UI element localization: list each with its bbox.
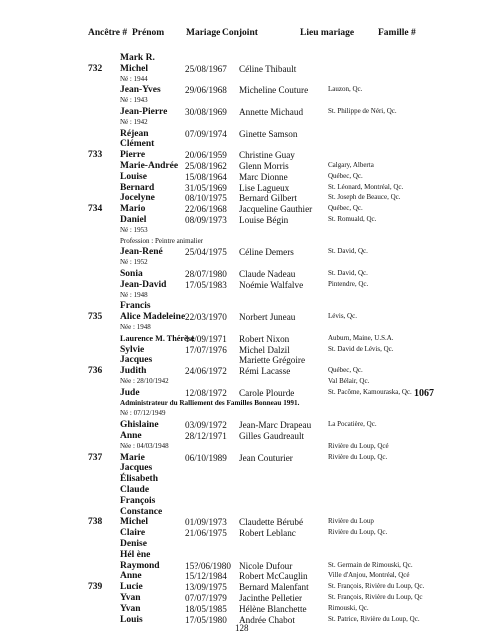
spouse-name: Carole Plourde bbox=[239, 387, 295, 398]
marriage-date: 25/08/1967 bbox=[185, 63, 227, 74]
marriage-date: 17/07/1976 bbox=[185, 344, 227, 355]
ancestor-number: 737 bbox=[88, 452, 103, 463]
spouse-name: Claudette Bérubé bbox=[239, 517, 304, 528]
marriage-date: 30/08/1969 bbox=[185, 107, 227, 117]
first-name: Raymond bbox=[120, 560, 160, 571]
first-name: Sonia bbox=[120, 269, 143, 279]
entry-note: Profession : Peintre animalier bbox=[120, 236, 204, 245]
first-name: Mark R. bbox=[120, 53, 155, 63]
marriage-place: St. David, Qc. bbox=[328, 269, 368, 277]
marriage-place: St. Léonard, Montréal, Qc. bbox=[328, 182, 404, 191]
header-marriage-date: Mariage bbox=[186, 28, 221, 38]
spouse-name: Ginette Samson bbox=[239, 128, 298, 139]
spouse-name: Céline Demers bbox=[239, 247, 294, 258]
marriage-date: 08/10/1975 bbox=[185, 193, 227, 204]
header-family-number: Famille # bbox=[378, 28, 416, 38]
marriage-date: 28/12/1971 bbox=[185, 431, 227, 441]
first-name: Jacques bbox=[120, 355, 153, 366]
first-name: Louise bbox=[120, 171, 147, 182]
first-name: Sylvie bbox=[120, 344, 145, 355]
marriage-date: 15/12/1984 bbox=[185, 571, 227, 582]
first-name: Ghislaine bbox=[120, 420, 159, 431]
marriage-date: 03/09/1972 bbox=[185, 420, 227, 431]
marriage-place: St. David, Qc. bbox=[328, 247, 368, 256]
spouse-name: Glenn Morris bbox=[239, 161, 289, 171]
marriage-place: Calgary, Alberta bbox=[328, 161, 374, 169]
spouse-name: Annette Michaud bbox=[239, 107, 304, 117]
entry-note: Née : 1948 bbox=[120, 323, 151, 331]
entry-note: Né : 1948 bbox=[120, 290, 148, 299]
marriage-date: 14/09/1971 bbox=[185, 333, 227, 344]
first-name: Réjean bbox=[120, 128, 149, 139]
first-name: Pierre bbox=[120, 150, 146, 161]
first-name: Hél ène bbox=[120, 549, 151, 560]
spouse-name: Céline Thibault bbox=[239, 63, 297, 74]
marriage-date: 06/10/1989 bbox=[185, 452, 227, 463]
first-name: Marie bbox=[120, 452, 145, 463]
ancestor-number: 739 bbox=[88, 582, 103, 593]
marriage-place: St. David de Lévis, Qc. bbox=[328, 344, 394, 353]
marriage-place: Rivière du Loup, Qc. bbox=[328, 528, 388, 537]
first-name: Élisabeth bbox=[120, 474, 159, 485]
marriage-place: Rimouski, Qc. bbox=[328, 603, 369, 612]
marriage-place: Rivière du Loup, Qcé bbox=[328, 441, 389, 450]
spouse-name: Michel Dalzil bbox=[239, 344, 290, 355]
spouse-name: Marc Dionne bbox=[239, 171, 288, 182]
marriage-place: Rivière du Loup, Qc. bbox=[328, 452, 388, 461]
marriage-place: Québec, Qc. bbox=[328, 366, 363, 375]
entry-note: Née : 04/03/1948 bbox=[120, 441, 169, 450]
page-number: 128 bbox=[235, 623, 249, 633]
spouse-name: Robert McCauglin bbox=[239, 571, 308, 582]
spouse-name: Micheline Couture bbox=[239, 85, 309, 96]
entry-note: Né : 1952 bbox=[120, 258, 148, 267]
spouse-name: Lise Lagueux bbox=[239, 182, 290, 193]
marriage-place: St. François, Rivière du Loup, Qc bbox=[328, 593, 423, 601]
first-name: Laurence M. Thérèse bbox=[120, 333, 195, 343]
spouse-name: Jean Couturier bbox=[239, 452, 293, 463]
marriage-place: Ville d'Anjou, Montréal, Qcé bbox=[328, 571, 410, 580]
first-name: Daniel bbox=[120, 215, 147, 225]
first-name: Jean-Yves bbox=[120, 85, 161, 96]
header-spouse: Conjoint bbox=[222, 28, 258, 38]
first-name: Jean-René bbox=[120, 247, 163, 258]
first-name: Michel bbox=[120, 63, 148, 74]
marriage-place: Québec, Qc. bbox=[328, 204, 363, 213]
first-name: Francis bbox=[120, 301, 151, 312]
spouse-name: Bernard Malenfant bbox=[239, 582, 309, 593]
marriage-place: Val Bélair, Qc. bbox=[328, 377, 370, 385]
first-name: Anne bbox=[120, 431, 142, 441]
marriage-place: St. Romuald, Qc. bbox=[328, 215, 377, 223]
marriage-date: 31/05/1969 bbox=[185, 182, 227, 193]
marriage-date: 17/05/1980 bbox=[185, 614, 227, 625]
marriage-place: St. Joseph de Beauce, Qc. bbox=[328, 193, 401, 202]
spouse-name: Norbert Juneau bbox=[239, 312, 296, 323]
first-name: Louis bbox=[120, 614, 143, 625]
spouse-name: Jean-Marc Drapeau bbox=[239, 420, 312, 431]
marriage-place: Québec, Qc. bbox=[328, 171, 363, 180]
first-name: Yvan bbox=[120, 593, 141, 603]
entry-note: Né : 1953 bbox=[120, 225, 148, 234]
first-name: Jude bbox=[120, 387, 140, 398]
spouse-name: Hélène Blanchette bbox=[239, 603, 307, 614]
first-name: Clément bbox=[120, 139, 155, 150]
first-name: Jean-Pierre bbox=[120, 107, 168, 117]
marriage-date: 18/05/1985 bbox=[185, 603, 227, 614]
family-number: 1067 bbox=[414, 387, 434, 399]
marriage-date: 12/08/1972 bbox=[185, 387, 227, 398]
entry-note: Né : 1944 bbox=[120, 74, 148, 83]
spouse-name: Jacinthe Pelletier bbox=[239, 593, 303, 603]
spouse-name: Claude Nadeau bbox=[239, 269, 296, 279]
first-name: Claude bbox=[120, 485, 150, 495]
ancestor-number: 738 bbox=[88, 517, 103, 528]
first-name: Jean-David bbox=[120, 279, 167, 290]
spouse-name: Mariette Grégoire bbox=[239, 355, 306, 366]
entry-note: Né : 1942 bbox=[120, 117, 148, 126]
marriage-date: 25/04/1975 bbox=[185, 247, 227, 258]
first-name: Jocelyne bbox=[120, 193, 155, 204]
marriage-place: St. Philippe de Néri, Qc. bbox=[328, 107, 397, 115]
marriage-date: 21/06/1975 bbox=[185, 528, 227, 539]
marriage-place: Lévis, Qc. bbox=[328, 312, 357, 321]
marriage-date: 20/06/1959 bbox=[185, 150, 227, 161]
spouse-name: Jacqueline Gauthier bbox=[239, 204, 313, 215]
ancestor-number: 734 bbox=[88, 204, 103, 215]
first-name: Michel bbox=[120, 517, 148, 528]
first-name: Judith bbox=[120, 366, 147, 377]
marriage-place: Auburn, Maine, U.S.A. bbox=[328, 333, 394, 342]
first-name: Yvan bbox=[120, 603, 141, 614]
first-name: Denise bbox=[120, 539, 147, 549]
spouse-name: Bernard Gilbert bbox=[239, 193, 297, 204]
header-marriage-place: Lieu mariage bbox=[300, 28, 355, 38]
header-ancestor-number: Ancêtre # bbox=[88, 28, 128, 38]
first-name: Jacques bbox=[120, 463, 153, 474]
first-name: Claire bbox=[120, 528, 146, 539]
marriage-date: 29/06/1968 bbox=[185, 85, 227, 96]
spouse-name: Louise Bégin bbox=[239, 215, 289, 225]
first-name: Mario bbox=[120, 204, 146, 215]
spouse-name: Rémi Lacasse bbox=[239, 366, 291, 377]
marriage-date: 25/08/1962 bbox=[185, 161, 227, 171]
spouse-name: Gilles Gaudreault bbox=[239, 431, 305, 441]
first-name: François bbox=[120, 495, 156, 506]
spouse-name: Noémie Walfalve bbox=[239, 279, 304, 290]
marriage-place: Pintendre, Qc. bbox=[328, 279, 369, 288]
ancestor-number: 735 bbox=[88, 312, 103, 323]
marriage-date: 17/05/1983 bbox=[185, 279, 227, 290]
marriage-place: St. François, Rivière du Loup, Qc. bbox=[328, 582, 425, 591]
spouse-name: Robert Leblanc bbox=[239, 528, 296, 539]
first-name: Bernard bbox=[120, 182, 155, 193]
marriage-date: 22/03/1970 bbox=[185, 312, 227, 323]
entry-note: Administrateur du Ralliement des Familles Bonneau 1991. bbox=[120, 398, 300, 407]
marriage-date: 07/09/1974 bbox=[185, 128, 227, 139]
marriage-place: Rivière du Loup bbox=[328, 517, 374, 526]
first-name: Alice Madeleine bbox=[120, 312, 186, 323]
marriage-date: 24/06/1972 bbox=[185, 366, 227, 377]
marriage-date: 01/09/1973 bbox=[185, 517, 227, 528]
entry-note: Né : 07/12/1949 bbox=[120, 409, 166, 418]
entry-note: Né : 1943 bbox=[120, 96, 148, 105]
marriage-place: La Pocatière, Qc. bbox=[328, 420, 377, 429]
marriage-date: 07/07/1979 bbox=[185, 593, 227, 603]
ancestor-number: 736 bbox=[88, 366, 103, 377]
marriage-place: Lauzon, Qc. bbox=[328, 85, 363, 94]
first-name: Constance bbox=[120, 506, 163, 517]
marriage-date: 15/08/1964 bbox=[185, 171, 227, 182]
marriage-date: 08/09/1973 bbox=[185, 215, 227, 225]
marriage-date: 13/09/1975 bbox=[185, 582, 227, 593]
marriage-date: 15?/06/1980 bbox=[185, 560, 231, 571]
spouse-name: Robert Nixon bbox=[239, 333, 290, 344]
marriage-place: St. Germain de Rimouski, Qc. bbox=[328, 560, 413, 569]
ancestor-number: 732 bbox=[88, 63, 103, 74]
marriage-date: 22/06/1968 bbox=[185, 204, 227, 215]
first-name: Lucie bbox=[120, 582, 143, 593]
spouse-name: Nicole Dufour bbox=[239, 560, 293, 571]
spouse-name: Andrée Chabot bbox=[239, 614, 295, 625]
header-first-name: Prénom bbox=[132, 28, 165, 38]
first-name: Marie-Andrée bbox=[120, 161, 179, 171]
entry-note: Née : 28/10/1942 bbox=[120, 377, 169, 385]
ancestor-number: 733 bbox=[88, 150, 103, 161]
marriage-place: St. Pacôme, Kamouraska, Qc. bbox=[328, 387, 412, 396]
marriage-date: 28/07/1980 bbox=[185, 269, 227, 279]
spouse-name: Christine Guay bbox=[239, 150, 295, 161]
marriage-place: St. Patrice, Rivière du Loup, Qc. bbox=[328, 614, 420, 623]
first-name: Anne bbox=[120, 571, 142, 582]
